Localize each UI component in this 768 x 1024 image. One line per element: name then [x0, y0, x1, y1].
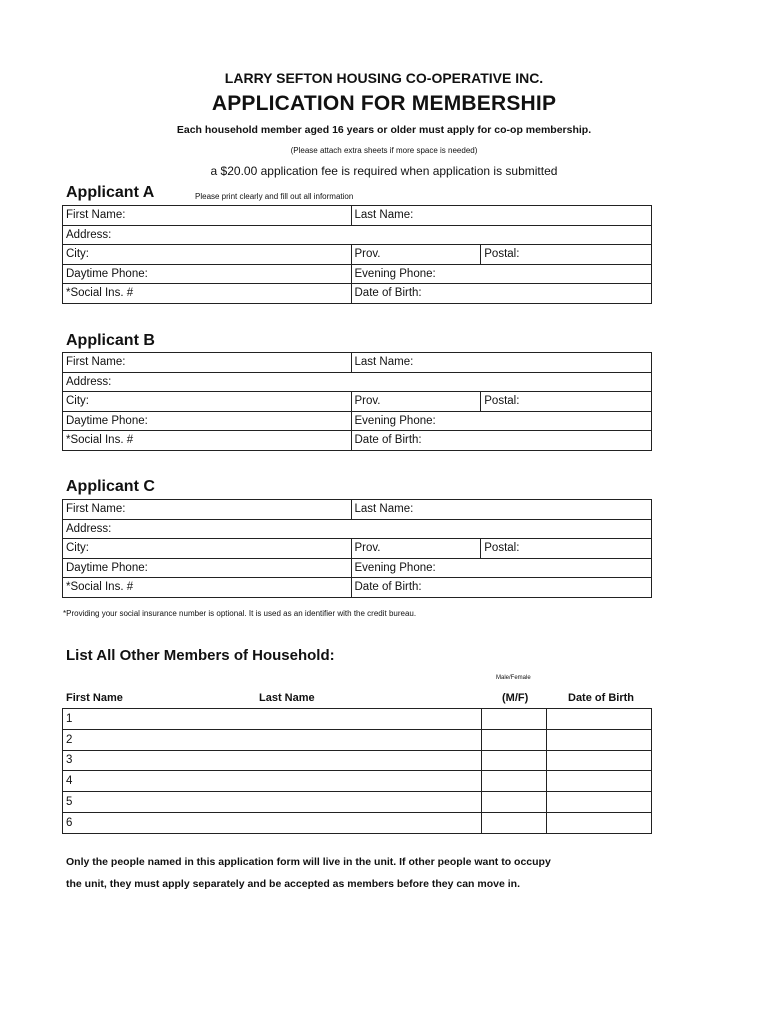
applicant-c-table — [62, 499, 652, 598]
daytime-phone-field[interactable]: Daytime Phone: — [63, 411, 352, 431]
member-dob-cell[interactable] — [547, 792, 652, 813]
member-dob-cell[interactable] — [547, 812, 652, 833]
member-name-cell[interactable]: 6 — [63, 812, 482, 833]
evening-phone-field[interactable]: Evening Phone: — [351, 264, 652, 284]
last-name-field[interactable]: Last Name: — [351, 206, 652, 226]
sin-field[interactable]: *Social Ins. # — [63, 431, 352, 451]
daytime-phone-field[interactable]: Daytime Phone: — [63, 558, 352, 578]
member-gender-cell[interactable] — [482, 812, 547, 833]
prov-field[interactable]: Prov. — [351, 392, 481, 412]
city-field[interactable]: City: — [63, 392, 352, 412]
member-gender-cell[interactable] — [482, 771, 547, 792]
address-field[interactable]: Address: — [63, 225, 652, 245]
col-first-name-header: First Name — [66, 692, 123, 704]
col-gender-header: (M/F) — [502, 692, 529, 704]
application-fee-note: a $20.00 application fee is required when application is submitted — [210, 164, 558, 178]
date-of-birth-field[interactable]: Date of Birth: — [351, 284, 652, 304]
member-gender-cell[interactable] — [482, 729, 547, 750]
household-members-heading: List All Other Members of Household: — [66, 647, 335, 664]
sin-field[interactable]: *Social Ins. # — [63, 284, 352, 304]
last-name-field[interactable]: Last Name: — [351, 500, 652, 520]
extra-sheets-note: (Please attach extra sheets if more space is needed) — [290, 146, 478, 155]
first-name-field[interactable]: First Name: — [63, 353, 352, 373]
city-field[interactable]: City: — [63, 539, 352, 559]
last-name-field[interactable]: Last Name: — [351, 353, 652, 373]
occupancy-note-line-1: Only the people named in this application form will live in the unit. If other people want to occupy — [66, 856, 551, 868]
address-field[interactable]: Address: — [63, 372, 652, 392]
member-name-cell[interactable]: 5 — [63, 792, 482, 813]
postal-field[interactable]: Postal: — [481, 392, 652, 412]
household-members-table — [62, 708, 652, 834]
daytime-phone-field[interactable]: Daytime Phone: — [63, 264, 352, 284]
member-name-cell[interactable]: 2 — [63, 729, 482, 750]
first-name-field[interactable]: First Name: — [63, 500, 352, 520]
city-field[interactable]: City: — [63, 245, 352, 265]
applicant-a-table — [62, 205, 652, 304]
member-name-cell[interactable]: 3 — [63, 750, 482, 771]
applicant-c-heading: Applicant C — [66, 478, 155, 495]
form-title: APPLICATION FOR MEMBERSHIP — [211, 92, 557, 115]
table-row — [63, 709, 652, 730]
member-dob-cell[interactable] — [547, 729, 652, 750]
eligibility-note: Each household member aged 16 years or older must apply for co-op membership. — [176, 124, 592, 136]
male-female-note: Male/Female — [496, 675, 531, 681]
table-row — [63, 729, 652, 750]
col-last-name-header: Last Name — [259, 692, 315, 704]
member-gender-cell[interactable] — [482, 750, 547, 771]
member-dob-cell[interactable] — [547, 750, 652, 771]
sin-optional-note: *Providing your social insurance number is optional. It is used as an identifier with the credit bureau. — [63, 609, 417, 618]
prov-field[interactable]: Prov. — [351, 539, 481, 559]
first-name-field[interactable]: First Name: — [63, 206, 352, 226]
date-of-birth-field[interactable]: Date of Birth: — [351, 578, 652, 598]
organization-name: LARRY SEFTON HOUSING CO-OPERATIVE INC. — [224, 70, 544, 86]
date-of-birth-field[interactable]: Date of Birth: — [351, 431, 652, 451]
sin-field[interactable]: *Social Ins. # — [63, 578, 352, 598]
table-row — [63, 812, 652, 833]
col-date-of-birth-header: Date of Birth — [568, 692, 634, 704]
evening-phone-field[interactable]: Evening Phone: — [351, 411, 652, 431]
applicant-b-table — [62, 352, 652, 451]
applicant-b-heading: Applicant B — [66, 332, 155, 349]
member-name-cell[interactable]: 4 — [63, 771, 482, 792]
member-dob-cell[interactable] — [547, 771, 652, 792]
member-gender-cell[interactable] — [482, 709, 547, 730]
print-clearly-note: Please print clearly and fill out all information — [195, 192, 354, 201]
member-dob-cell[interactable] — [547, 709, 652, 730]
postal-field[interactable]: Postal: — [481, 245, 652, 265]
applicant-a-heading: Applicant A — [66, 184, 155, 201]
table-row — [63, 750, 652, 771]
evening-phone-field[interactable]: Evening Phone: — [351, 558, 652, 578]
occupancy-note-line-2: the unit, they must apply separately and be accepted as members before they can move in. — [66, 878, 520, 890]
member-name-cell[interactable]: 1 — [63, 709, 482, 730]
table-row — [63, 771, 652, 792]
table-row — [63, 792, 652, 813]
postal-field[interactable]: Postal: — [481, 539, 652, 559]
prov-field[interactable]: Prov. — [351, 245, 481, 265]
address-field[interactable]: Address: — [63, 519, 652, 539]
member-gender-cell[interactable] — [482, 792, 547, 813]
